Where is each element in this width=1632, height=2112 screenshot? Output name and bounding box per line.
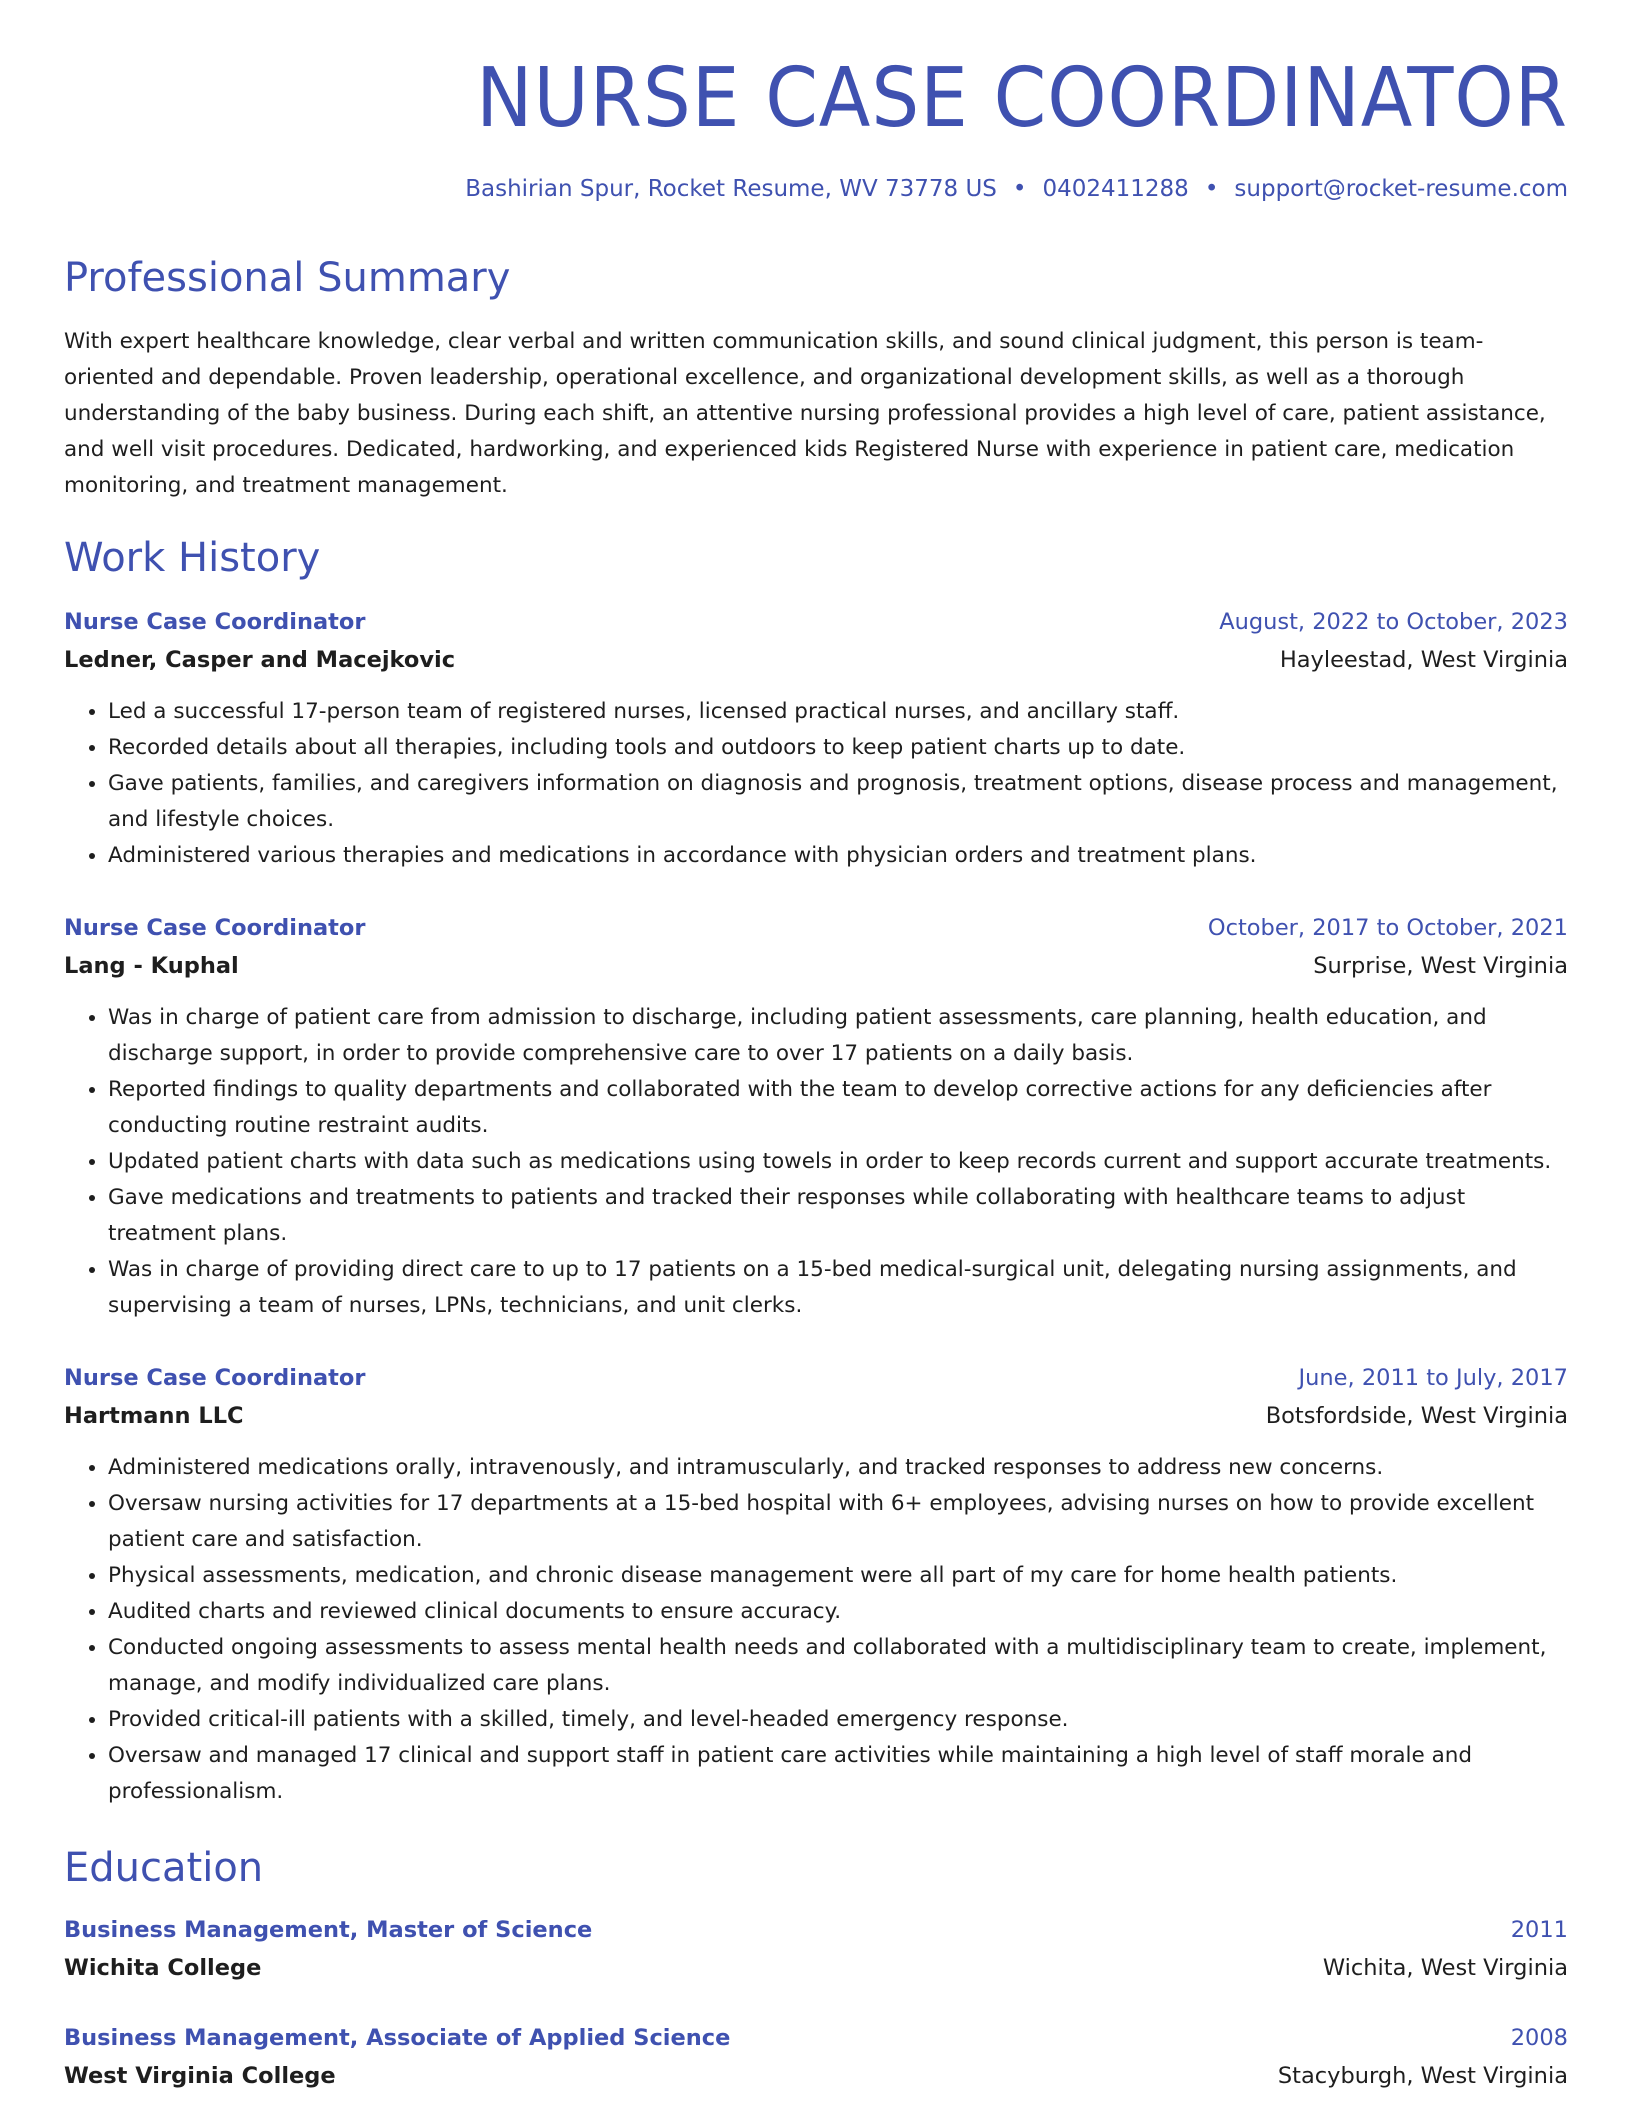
job-location: Hayleestad, West Virginia [1279, 646, 1568, 673]
job-bullet: • Administered medications orally, intravenously, and intramuscularly, and tracked responses to address new concerns. [108, 1450, 1568, 1486]
edu-year: 2011 [1510, 1916, 1568, 1943]
job-bullet-list [64, 1000, 1568, 1324]
job-bullet-list [64, 694, 1568, 874]
summary-text: With expert healthcare knowledge, clear verbal and written communication skills, and sound clinical judgment, this person is team-oriented and dependable. Proven leadership, operational excellence, and organizational development skills, as well as a thorough understanding of the baby business. During each shift, an attentive nursing professional provides a high level of care, patient assistance, and well visit procedures. Dedicated, hardworking, and experienced kids Registered Nurse with experience in patient care, medication monitoring, and treatment management. [64, 328, 1546, 498]
edu-location: Wichita, West Virginia [1322, 1954, 1568, 1981]
job-bullet-list [64, 1450, 1568, 1810]
resume-name-title: NURSE CASE COORDINATOR [476, 51, 1568, 146]
job-bullet: • Led a successful 17-person team of registered nurses, licensed practical nurses, and ancillary staff. [108, 694, 1568, 730]
contact-separator: • [1204, 176, 1219, 202]
contact-separator: • [1012, 176, 1027, 202]
section-heading-summary: Professional Summary [64, 254, 511, 301]
job-bullet: • Audited charts and reviewed clinical documents to ensure accuracy. [108, 1594, 1568, 1630]
education-entry [64, 2022, 1568, 2092]
job-dates: June, 2011 to July, 2017 [1298, 1364, 1568, 1391]
job-bullet: • Oversaw and managed 17 clinical and support staff in patient care activities while maintaining a high level of staff morale and professionalism. [108, 1738, 1568, 1810]
job-dates: October, 2017 to October, 2021 [1207, 914, 1568, 941]
job-bullet: • Provided critical-ill patients with a skilled, timely, and level-headed emergency response. [108, 1702, 1568, 1738]
job-company: Ledner, Casper and Macejkovic [64, 646, 456, 673]
edu-degree: Business Management, Master of Science [64, 1916, 593, 1943]
contact-phone: 0402411288 [1042, 176, 1189, 202]
section-heading-work-history: Work History [64, 534, 321, 581]
job-dates: August, 2022 to October, 2023 [1219, 608, 1568, 635]
contact-address: Bashirian Spur, Rocket Resume, WV 73778 US [465, 176, 997, 202]
job-title: Nurse Case Coordinator [64, 1364, 366, 1391]
section-heading-education: Education [64, 1844, 264, 1891]
edu-location: Stacyburgh, West Virginia [1277, 2062, 1568, 2089]
edu-degree: Business Management, Associate of Applied Science [64, 2024, 731, 2051]
job-title: Nurse Case Coordinator [64, 608, 366, 635]
contact-email[interactable]: support@rocket-resume.com [1234, 176, 1568, 202]
job-bullet: • Recorded details about all therapies, including tools and outdoors to keep patient charts up to date. [108, 730, 1568, 766]
job-bullet: • Physical assessments, medication, and chronic disease management were all part of my care for home health patients. [108, 1558, 1568, 1594]
job-bullet: • Gave patients, families, and caregivers information on diagnosis and prognosis, treatment options, disease process and management, and lifestyle choices. [108, 766, 1568, 838]
edu-school: West Virginia College [64, 2062, 336, 2089]
job-bullet: • Was in charge of providing direct care to up to 17 patients on a 15-bed medical-surgical unit, delegating nursing assignments, and supervising a team of nurses, LPNs, technicians, and unit clerks. [108, 1252, 1568, 1324]
job-bullet: • Conducted ongoing assessments to assess mental health needs and collaborated with a multidisciplinary team to create, implement, manage, and modify individualized care plans. [108, 1630, 1568, 1702]
job-title: Nurse Case Coordinator [64, 914, 366, 941]
job-bullet: • Oversaw nursing activities for 17 departments at a 15-bed hospital with 6+ employees, advising nurses on how to provide excellent patient care and satisfaction. [108, 1486, 1568, 1558]
job-company: Lang - Kuphal [64, 952, 239, 979]
job-bullet: • Administered various therapies and medications in accordance with physician orders and treatment plans. [108, 838, 1568, 874]
job-bullet: • Reported findings to quality departments and collaborated with the team to develop corrective actions for any deficiencies after conducting routine restraint audits. [108, 1072, 1568, 1144]
contact-line [64, 176, 1568, 204]
resume-page [64, 0, 1568, 2092]
job-bullet: • Was in charge of patient care from admission to discharge, including patient assessments, care planning, health education, and discharge support, in order to provide comprehensive care to over 17 patients on a daily basis. [108, 1000, 1568, 1072]
job-entry [64, 912, 1568, 1324]
job-company: Hartmann LLC [64, 1402, 244, 1429]
edu-school: Wichita College [64, 1954, 262, 1981]
edu-year: 2008 [1510, 2024, 1568, 2051]
job-location: Botsfordside, West Virginia [1265, 1402, 1568, 1429]
job-bullet: • Updated patient charts with data such as medications using towels in order to keep records current and support accurate treatments. [108, 1144, 1568, 1180]
education-entry [64, 1914, 1568, 1984]
job-location: Surprise, West Virginia [1313, 952, 1568, 979]
job-bullet: • Gave medications and treatments to patients and tracked their responses while collaborating with healthcare teams to adjust treatment plans. [108, 1180, 1568, 1252]
job-entry [64, 606, 1568, 874]
job-entry [64, 1362, 1568, 1810]
